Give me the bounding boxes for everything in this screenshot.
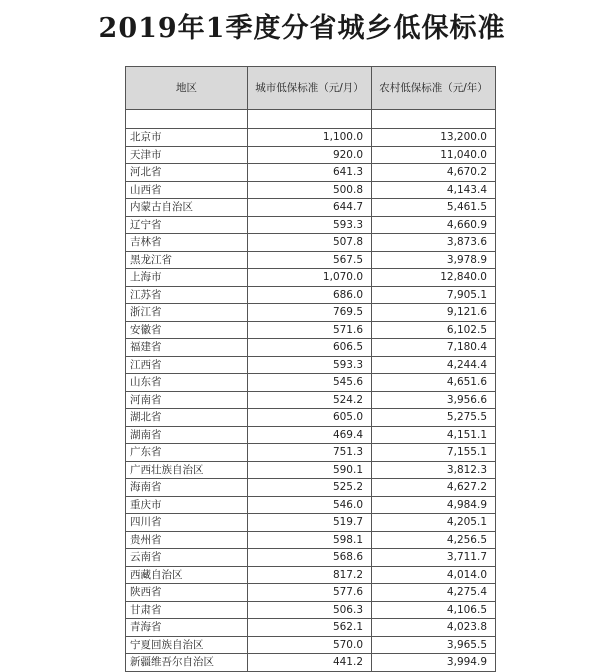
cell-region: 福建省: [126, 339, 248, 357]
table-row: [126, 601, 496, 619]
table-row: [126, 496, 496, 514]
table-row: [126, 654, 496, 672]
cell-region: 天津市: [126, 146, 248, 164]
cell-urban-standard: 605.0: [248, 409, 372, 427]
cell-rural-standard: 3,994.9: [372, 654, 496, 672]
column-header-rural-standard: 农村低保标准（元/年）: [372, 67, 496, 110]
cell-rural-standard: 7,155.1: [372, 444, 496, 462]
cell-rural-standard: 7,905.1: [372, 286, 496, 304]
cell-urban-standard: 1,070.0: [248, 269, 372, 287]
table-row: [126, 181, 496, 199]
table-row: [126, 531, 496, 549]
cell-rural-standard: 3,956.6: [372, 391, 496, 409]
table-row: [126, 164, 496, 182]
cell-urban-standard: 545.6: [248, 374, 372, 392]
table-header-row: [126, 67, 496, 110]
cell-urban-standard: 568.6: [248, 549, 372, 567]
cell-rural-standard: 3,873.6: [372, 234, 496, 252]
cell-rural-standard: 6,102.5: [372, 321, 496, 339]
cell-region: 浙江省: [126, 304, 248, 322]
table-row: [126, 514, 496, 532]
cell-rural-standard: 3,711.7: [372, 549, 496, 567]
cell-region: 重庆市: [126, 496, 248, 514]
cell-region: 云南省: [126, 549, 248, 567]
cell-urban-standard: 525.2: [248, 479, 372, 497]
cell-urban-standard: 507.8: [248, 234, 372, 252]
table-row: [126, 234, 496, 252]
table-row: [126, 199, 496, 217]
cell-rural-standard: 4,143.4: [372, 181, 496, 199]
cell-rural-standard: 4,014.0: [372, 566, 496, 584]
data-table: [125, 66, 496, 672]
table-row: [126, 636, 496, 654]
table-row: [126, 339, 496, 357]
cell-urban-standard: 593.3: [248, 356, 372, 374]
cell-urban-standard: 570.0: [248, 636, 372, 654]
cell-region: 宁夏回族自治区: [126, 636, 248, 654]
table-row: [126, 374, 496, 392]
cell-urban-standard: 751.3: [248, 444, 372, 462]
cell-rural-standard: 3,978.9: [372, 251, 496, 269]
cell-region: 安徽省: [126, 321, 248, 339]
table-row: [126, 304, 496, 322]
cell-region: 吉林省: [126, 234, 248, 252]
cell-rural-standard: 4,023.8: [372, 619, 496, 637]
cell-urban-standard: 519.7: [248, 514, 372, 532]
cell-region: 广西壮族自治区: [126, 461, 248, 479]
cell-urban-standard: 506.3: [248, 601, 372, 619]
cell-region: 青海省: [126, 619, 248, 637]
cell-urban-standard: 590.1: [248, 461, 372, 479]
cell-rural-standard: 4,275.4: [372, 584, 496, 602]
blank-cell: [248, 110, 372, 129]
cell-region: 江苏省: [126, 286, 248, 304]
table-row: [126, 461, 496, 479]
cell-rural-standard: 4,244.4: [372, 356, 496, 374]
cell-region: 湖北省: [126, 409, 248, 427]
cell-region: 湖南省: [126, 426, 248, 444]
cell-rural-standard: 3,812.3: [372, 461, 496, 479]
table-row: [126, 444, 496, 462]
cell-rural-standard: 11,040.0: [372, 146, 496, 164]
table-row: [126, 479, 496, 497]
cell-region: 新疆维吾尔自治区: [126, 654, 248, 672]
cell-region: 甘肃省: [126, 601, 248, 619]
cell-region: 贵州省: [126, 531, 248, 549]
cell-urban-standard: 1,100.0: [248, 129, 372, 147]
cell-region: 上海市: [126, 269, 248, 287]
table-row: [126, 619, 496, 637]
cell-rural-standard: 4,256.5: [372, 531, 496, 549]
cell-urban-standard: 644.7: [248, 199, 372, 217]
column-header-region: 地区: [126, 67, 248, 110]
cell-rural-standard: 4,205.1: [372, 514, 496, 532]
blank-row: [126, 110, 496, 129]
cell-rural-standard: 9,121.6: [372, 304, 496, 322]
cell-urban-standard: 546.0: [248, 496, 372, 514]
table-row: [126, 269, 496, 287]
table-row: [126, 216, 496, 234]
cell-region: 辽宁省: [126, 216, 248, 234]
cell-rural-standard: 5,461.5: [372, 199, 496, 217]
cell-region: 河北省: [126, 164, 248, 182]
cell-region: 陕西省: [126, 584, 248, 602]
table-row: [126, 129, 496, 147]
cell-urban-standard: 500.8: [248, 181, 372, 199]
cell-region: 河南省: [126, 391, 248, 409]
table-row: [126, 321, 496, 339]
cell-rural-standard: 4,627.2: [372, 479, 496, 497]
table-row: [126, 566, 496, 584]
cell-urban-standard: 469.4: [248, 426, 372, 444]
cell-region: 海南省: [126, 479, 248, 497]
cell-urban-standard: 562.1: [248, 619, 372, 637]
cell-urban-standard: 441.2: [248, 654, 372, 672]
table-row: [126, 584, 496, 602]
cell-region: 北京市: [126, 129, 248, 147]
table-row: [126, 549, 496, 567]
table-row: [126, 251, 496, 269]
cell-rural-standard: 5,275.5: [372, 409, 496, 427]
cell-rural-standard: 4,106.5: [372, 601, 496, 619]
cell-urban-standard: 606.5: [248, 339, 372, 357]
cell-rural-standard: 13,200.0: [372, 129, 496, 147]
table-row: [126, 409, 496, 427]
cell-region: 四川省: [126, 514, 248, 532]
cell-urban-standard: 641.3: [248, 164, 372, 182]
cell-region: 西藏自治区: [126, 566, 248, 584]
cell-urban-standard: 817.2: [248, 566, 372, 584]
page-title: 2019年1季度分省城乡低保标准: [98, 13, 506, 44]
table-row: [126, 426, 496, 444]
cell-rural-standard: 4,660.9: [372, 216, 496, 234]
cell-region: 广东省: [126, 444, 248, 462]
column-header-urban-standard: 城市低保标准（元/月）: [248, 67, 372, 110]
cell-rural-standard: 3,965.5: [372, 636, 496, 654]
cell-rural-standard: 12,840.0: [372, 269, 496, 287]
blank-cell: [126, 110, 248, 129]
cell-region: 山西省: [126, 181, 248, 199]
cell-region: 内蒙古自治区: [126, 199, 248, 217]
table-row: [126, 146, 496, 164]
table-row: [126, 391, 496, 409]
cell-urban-standard: 686.0: [248, 286, 372, 304]
cell-urban-standard: 593.3: [248, 216, 372, 234]
blank-cell: [372, 110, 496, 129]
cell-rural-standard: 4,651.6: [372, 374, 496, 392]
cell-urban-standard: 524.2: [248, 391, 372, 409]
cell-urban-standard: 571.6: [248, 321, 372, 339]
table-row: [126, 356, 496, 374]
cell-urban-standard: 567.5: [248, 251, 372, 269]
cell-urban-standard: 920.0: [248, 146, 372, 164]
cell-region: 江西省: [126, 356, 248, 374]
cell-urban-standard: 598.1: [248, 531, 372, 549]
cell-urban-standard: 769.5: [248, 304, 372, 322]
cell-region: 山东省: [126, 374, 248, 392]
cell-urban-standard: 577.6: [248, 584, 372, 602]
cell-rural-standard: 7,180.4: [372, 339, 496, 357]
cell-region: 黑龙江省: [126, 251, 248, 269]
cell-rural-standard: 4,151.1: [372, 426, 496, 444]
table-row: [126, 286, 496, 304]
cell-rural-standard: 4,984.9: [372, 496, 496, 514]
cell-rural-standard: 4,670.2: [372, 164, 496, 182]
